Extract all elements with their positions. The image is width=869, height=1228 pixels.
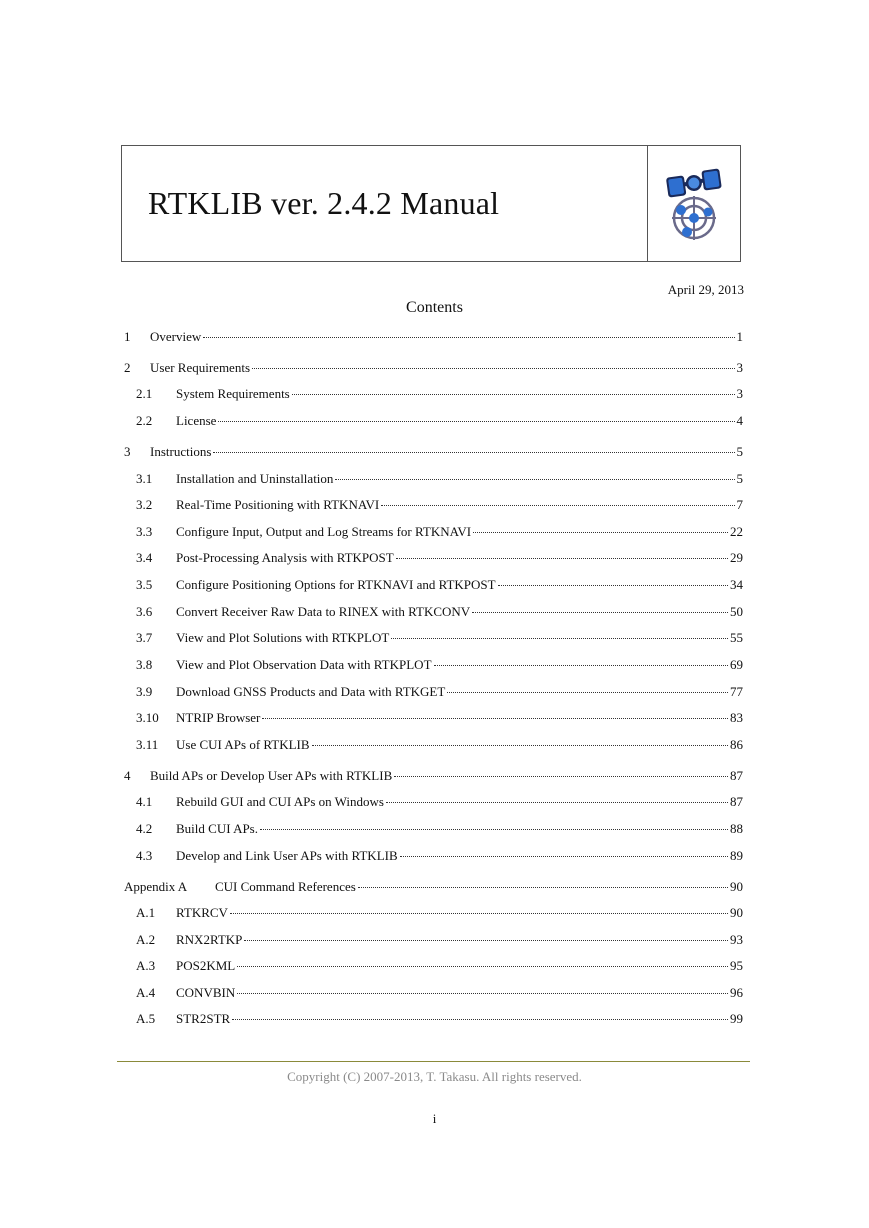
toc-entry[interactable] — [124, 710, 743, 728]
toc-entry-number: 3.5 — [136, 577, 153, 592]
toc-entry[interactable] — [124, 958, 743, 976]
toc-entry[interactable] — [124, 630, 743, 648]
toc-entry-number: 4.2 — [136, 821, 153, 836]
toc-entry-page: 77 — [730, 684, 743, 699]
toc-dot-leader — [230, 913, 728, 914]
toc-dot-leader — [386, 802, 728, 803]
toc-entry-page: 22 — [730, 524, 743, 539]
toc-dot-leader — [473, 532, 728, 533]
toc-entry[interactable] — [124, 684, 743, 702]
toc-entry-number: 2.1 — [136, 386, 153, 401]
toc-dot-leader — [244, 940, 728, 941]
toc-entry-page: 90 — [730, 905, 743, 920]
toc-entry-page: 7 — [736, 497, 743, 512]
toc-dot-leader — [400, 856, 728, 857]
toc-entry-number: 4 — [124, 768, 131, 783]
toc-entry-page: 96 — [730, 985, 743, 1000]
toc-entry-number: Appendix A — [124, 879, 188, 894]
toc-entry-number: 3.10 — [136, 710, 159, 725]
toc-dot-leader — [203, 337, 734, 338]
toc-entry-title: Real-Time Positioning with RTKNAVI — [176, 497, 380, 512]
toc-entry[interactable] — [124, 604, 743, 622]
toc-entry-title: Instructions — [150, 444, 212, 459]
toc-entry-title: Configure Positioning Options for RTKNAVI and RTKPOST — [176, 577, 496, 592]
toc-entry-page: 83 — [730, 710, 743, 725]
toc-entry-title: View and Plot Solutions with RTKPLOT — [176, 630, 390, 645]
toc-entry-title: STR2STR — [176, 1011, 231, 1026]
toc-entry[interactable] — [124, 550, 743, 568]
toc-entry-page: 95 — [730, 958, 743, 973]
rtklib-logo-icon — [663, 166, 725, 242]
toc-entry[interactable] — [124, 905, 743, 923]
toc-entry[interactable] — [124, 848, 743, 866]
toc-entry[interactable] — [124, 577, 743, 595]
toc-dot-leader — [391, 638, 728, 639]
toc-entry-page: 99 — [730, 1011, 743, 1026]
toc-entry[interactable] — [124, 1011, 743, 1029]
toc-entry[interactable] — [124, 497, 743, 515]
toc-dot-leader — [381, 505, 734, 506]
toc-entry[interactable] — [124, 386, 743, 404]
toc-entry[interactable] — [124, 932, 743, 950]
toc-entry-title: Installation and Uninstallation — [176, 471, 334, 486]
toc-entry-number: A.5 — [136, 1011, 156, 1026]
toc-entry-page: 3 — [736, 386, 743, 401]
toc-entry[interactable] — [124, 879, 743, 897]
toc-entry[interactable] — [124, 471, 743, 489]
toc-entry[interactable] — [124, 413, 743, 431]
toc-dot-leader — [237, 966, 728, 967]
toc-entry-page: 87 — [730, 768, 743, 783]
document-title: RTKLIB ver. 2.4.2 Manual — [148, 185, 500, 221]
toc-entry-number: 3.9 — [136, 684, 153, 699]
toc-dot-leader — [252, 368, 734, 369]
toc-entry-title: View and Plot Observation Data with RTKPLOT — [176, 657, 432, 672]
toc-dot-leader — [213, 452, 734, 453]
toc-entry-number: 4.1 — [136, 794, 153, 809]
toc-entry-page: 69 — [730, 657, 743, 672]
toc-dot-leader — [472, 612, 728, 613]
toc-dot-leader — [312, 745, 728, 746]
toc-entry-title: Build APs or Develop User APs with RTKLIB — [150, 768, 393, 783]
toc-entry-title: Post-Processing Analysis with RTKPOST — [176, 550, 394, 565]
toc-dot-leader — [232, 1019, 728, 1020]
toc-entry-page: 3 — [736, 360, 743, 375]
toc-entry-number: A.3 — [136, 958, 156, 973]
toc-entry-number: 1 — [124, 329, 131, 344]
toc-entry-number: 2.2 — [136, 413, 153, 428]
title-box — [121, 145, 741, 262]
toc-entry-page: 90 — [730, 879, 743, 894]
toc-entry-number: 3.6 — [136, 604, 153, 619]
toc-entry[interactable] — [124, 524, 743, 542]
toc-entry[interactable] — [124, 360, 743, 378]
title-cell — [122, 146, 648, 261]
toc-entry-title: Use CUI APs of RTKLIB — [176, 737, 310, 752]
toc-entry-title: NTRIP Browser — [176, 710, 261, 725]
toc-dot-leader — [498, 585, 728, 586]
toc-entry-number: 2 — [124, 360, 131, 375]
contents-heading: Contents — [406, 299, 463, 316]
toc-entry-number: A.4 — [136, 985, 156, 1000]
toc-entry-title: RTKRCV — [176, 905, 228, 920]
toc-entry-page: 29 — [730, 550, 743, 565]
toc-entry-number: 3.4 — [136, 550, 153, 565]
toc-entry-title: Convert Receiver Raw Data to RINEX with RTKCONV — [176, 604, 471, 619]
toc-entry-page: 50 — [730, 604, 743, 619]
toc-entry[interactable] — [124, 444, 743, 462]
toc-entry-page: 88 — [730, 821, 743, 836]
toc-entry-title: Overview — [150, 329, 202, 344]
toc-dot-leader — [396, 558, 728, 559]
toc-dot-leader — [237, 993, 728, 994]
toc-dot-leader — [434, 665, 728, 666]
toc-entry[interactable] — [124, 657, 743, 675]
toc-entry-title: Build CUI APs. — [176, 821, 258, 836]
document-date: April 29, 2013 — [667, 282, 744, 297]
toc-entry-number: 3.3 — [136, 524, 153, 539]
toc-entry-number: 3.11 — [136, 737, 159, 752]
toc-entry-number: 3.8 — [136, 657, 153, 672]
toc-entry-title: Develop and Link User APs with RTKLIB — [176, 848, 398, 863]
toc-entry-page: 4 — [736, 413, 743, 428]
toc-entry-title: CONVBIN — [176, 985, 236, 1000]
toc-dot-leader — [394, 776, 728, 777]
toc-entry-page: 34 — [730, 577, 743, 592]
toc-entry-title: POS2KML — [176, 958, 236, 973]
toc-entry-page: 93 — [730, 932, 743, 947]
toc-dot-leader — [292, 394, 735, 395]
toc-entry-title: Configure Input, Output and Log Streams for RTKNAVI — [176, 524, 472, 539]
toc-entry-number: 3.7 — [136, 630, 153, 645]
toc-entry-number: A.2 — [136, 932, 156, 947]
toc-entry[interactable] — [124, 985, 743, 1003]
toc-entry-page: 55 — [730, 630, 743, 645]
toc-dot-leader — [447, 692, 728, 693]
toc-entry[interactable] — [124, 794, 743, 812]
toc-entry-page: 87 — [730, 794, 743, 809]
footer-divider — [117, 1061, 750, 1062]
toc-dot-leader — [335, 479, 734, 480]
page-number: i — [432, 1111, 437, 1126]
toc-entry[interactable] — [124, 329, 743, 347]
toc-entry-title: RNX2RTKP — [176, 932, 243, 947]
toc-entry[interactable] — [124, 821, 743, 839]
toc-entry-page: 86 — [730, 737, 743, 752]
toc-entry-number: A.1 — [136, 905, 156, 920]
toc-entry-title: License — [176, 413, 217, 428]
toc-entry-title: User Requirements — [150, 360, 251, 375]
toc-dot-leader — [262, 718, 728, 719]
toc-entry-number: 4.3 — [136, 848, 153, 863]
toc-entry-title: Rebuild GUI and CUI APs on Windows — [176, 794, 384, 809]
toc-dot-leader — [260, 829, 728, 830]
toc-entry-number: 3.2 — [136, 497, 153, 512]
toc-entry-page: 1 — [736, 329, 743, 344]
toc-entry-page: 5 — [736, 444, 743, 459]
toc-entry-title: System Requirements — [176, 386, 290, 401]
toc-entry-number: 3.1 — [136, 471, 153, 486]
toc-dot-leader — [218, 421, 734, 422]
toc-entry-number: 3 — [124, 444, 131, 459]
toc-entry[interactable] — [124, 737, 743, 755]
footer-copyright: Copyright (C) 2007-2013, T. Takasu. All rights reserved. — [287, 1069, 582, 1084]
logo-cell — [648, 146, 740, 261]
toc-entry-title: CUI Command References — [215, 879, 356, 894]
toc-entry-page: 89 — [730, 848, 743, 863]
toc-entry-page: 5 — [736, 471, 743, 486]
toc-dot-leader — [358, 887, 728, 888]
toc-entry[interactable] — [124, 768, 743, 786]
toc-entry-title: Download GNSS Products and Data with RTKGET — [176, 684, 446, 699]
